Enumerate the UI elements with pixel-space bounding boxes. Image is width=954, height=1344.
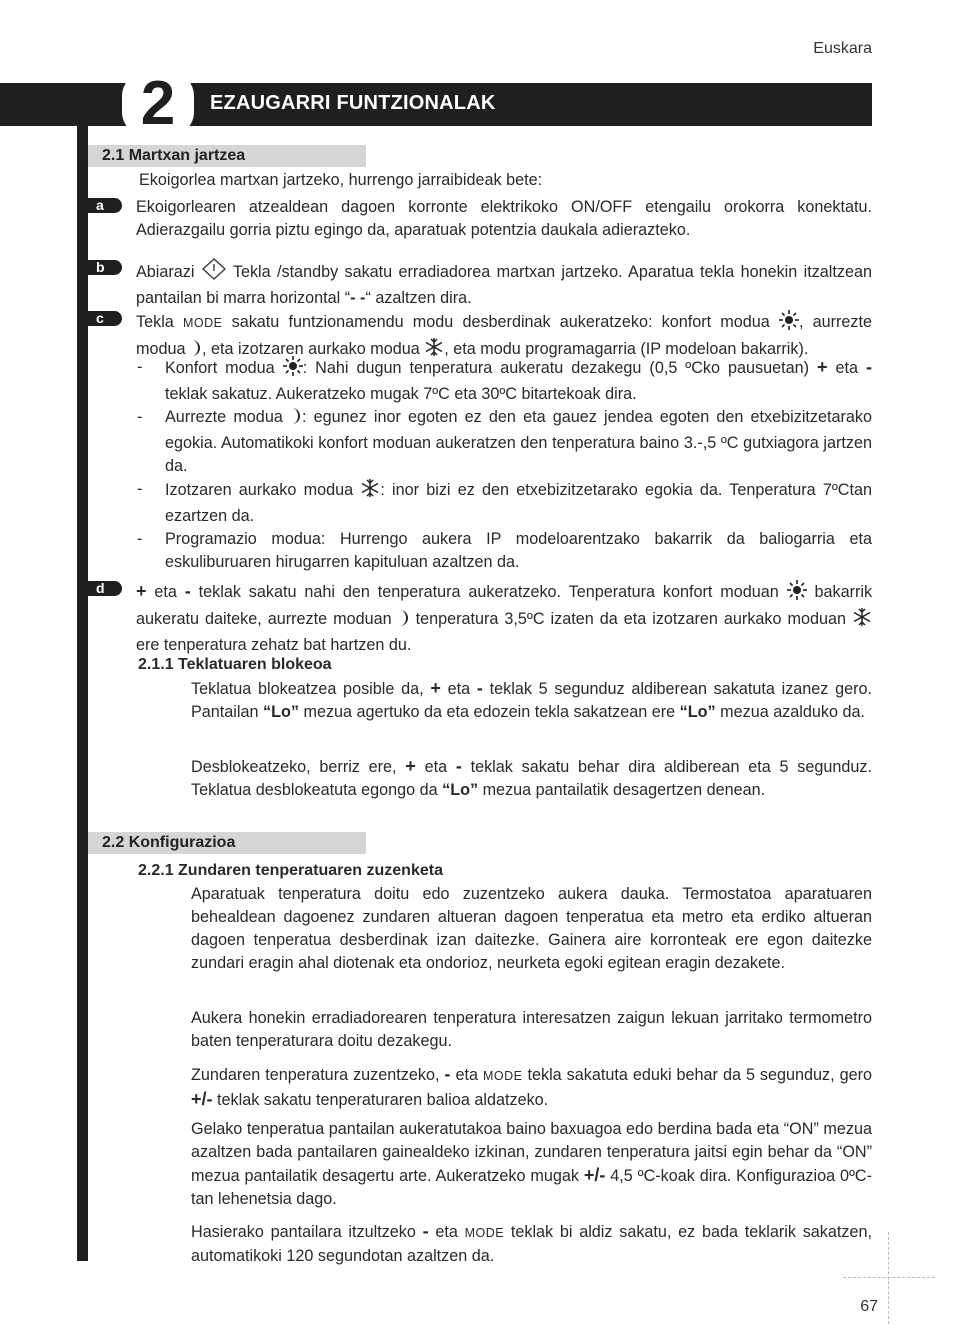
mode-key-label: MODE bbox=[182, 316, 223, 330]
probe-correction-paragraph-5: Hasierako pantailara itzultzeko - eta MODE teklak bi aldiz sakatu, ez bada teklarik sakatzen, automatikoki 120 segundotan azaltzen da. bbox=[191, 1221, 872, 1265]
probe-correction-paragraph-2: Aukera honekin erradiadorearen tenperatura interesatzen zaigun lekuan jarritako termometro baten tenperaturara doitu dezakegu. bbox=[191, 1009, 872, 1050]
minus-key-symbol: - bbox=[455, 756, 462, 776]
economy-moon-icon bbox=[290, 407, 302, 432]
mode-key-label: MODE bbox=[482, 1069, 523, 1083]
step-marker-c: c bbox=[86, 311, 122, 326]
antifrost-snowflake-icon bbox=[852, 607, 872, 634]
subsection-heading-2-2-1: 2.2.1 Zundaren tenperatuaren zuzenketa bbox=[138, 862, 443, 879]
comfort-sun-icon bbox=[283, 356, 303, 383]
page-number: 67 bbox=[860, 1298, 878, 1315]
minus-key-symbol: - bbox=[184, 581, 191, 601]
section-heading-2-2: 2.2 Konfigurazioa bbox=[88, 832, 366, 854]
step-b-text: Abiarazi Tekla /standby sakatu erradiadorea martxan jartzeko. Aparatua tekla honekin itzaltzean pantailan bi marra horizontal “- -“ azaltzen dira. bbox=[136, 258, 872, 310]
subsection-heading-2-1-1: 2.1.1 Teklatuaren blokeoa bbox=[138, 656, 332, 673]
plus-key-symbol: + bbox=[405, 756, 416, 776]
step-marker-d: d bbox=[86, 581, 122, 596]
list-item: - Izotzaren aurkako modua : inor bizi ez den etxebizitzetarako egokia da. Tenperatura 7ºCtan ezartzen da. bbox=[137, 480, 872, 525]
plus-key-symbol: + bbox=[430, 678, 441, 698]
list-item: - Konfort modua : Nahi dugun tenperatura aukeratu dezakegu (0,5 ºCko pausuetan) + eta - teklak sakatuz. Aukeratzeko mugak 7ºC eta 30ºC bitartekoak dira. bbox=[137, 357, 873, 403]
chapter-number: 2 bbox=[122, 72, 194, 136]
lo-message: “Lo” bbox=[679, 703, 716, 721]
step-marker-b: b bbox=[86, 260, 122, 275]
chapter-side-bar bbox=[77, 126, 88, 1261]
keyboard-unlock-paragraph: Desblokeatzeko, berriz ere, + eta - teklak sakatu behar dira aldiberean eta 5 segunduz. Teklatua desblokeatuta egongo da “Lo” mezua pantailatik desagertzen denean. bbox=[191, 756, 872, 799]
minus-key-symbol: - bbox=[476, 678, 483, 698]
list-item: - Programazio modua: Hurrengo aukera IP modeloarentzako bakarrik da baliogarria eta eskuliburuaren hirugarren kapituluan azaltzen da. bbox=[137, 530, 872, 571]
plus-key-symbol: + bbox=[817, 357, 828, 377]
plus-minus-key-symbol: +/- bbox=[191, 1089, 213, 1109]
probe-correction-paragraph-4: Gelako tenperatua pantailan aukeratutakoa baino baxuagoa edo berdina bada eta “ON” mezua azaltzen bada pantailaren gainealdeko izkinan, zundaren tenperatura jaitsi egin behar da “ON” mezua pantailatik desagertu arte. Aukeratzeko mugak +/- 4,5 ºC-koak dira. Konfigurazioa 0ºC-tan lehenetsia dago. bbox=[191, 1120, 872, 1208]
minus-key-symbol: - bbox=[866, 357, 873, 377]
economy-moon-icon bbox=[398, 609, 410, 634]
comfort-sun-icon bbox=[779, 310, 799, 337]
comfort-sun-icon bbox=[787, 580, 807, 607]
keyboard-lock-paragraph: Teklatua blokeatzea posible da, + eta - teklak 5 segunduz aldiberean sakatuta izanez gero. Pantailan “Lo” mezua agertuko da eta edozein tekla sakatzean ere “Lo” mezua azalduko da. bbox=[191, 678, 873, 721]
minus-key-symbol: - bbox=[422, 1221, 429, 1241]
step-d-text: + eta - teklak sakatu nahi den tenperatura aukeratzeko. Tenperatura konfort moduan bakarrik aukeratu daiteke, aurrezte moduan tenperatura 3,5ºC izaten da eta izotzaren aurkako moduan ere tenperatura zehatz bat hartzen du. bbox=[136, 581, 873, 654]
step-a-text: Ekoigorlearen atzealdean dagoen korronte elektrikoko ON/OFF etengailu orokorra konektatu. Adierazgailu gorria piztu egingo da, aparatuak potentzia daukala adierazteko. bbox=[136, 198, 872, 239]
step-marker-a: a bbox=[86, 198, 122, 213]
mode-list bbox=[137, 356, 872, 574]
language-label: Euskara bbox=[813, 40, 872, 57]
crop-mark-vertical bbox=[888, 1232, 889, 1324]
list-item: - Aurrezte modua : egunez inor egoten ez den eta gauez jendea egoten den etxebizitzetarako egokia. Automatikoki konfort moduan aukeratzen den tenperatura baino 3.-,5 ºC gutxiagora jartzen da. bbox=[137, 408, 873, 475]
mode-key-label: MODE bbox=[464, 1226, 505, 1240]
standby-icon bbox=[201, 258, 227, 287]
section-heading-2-1: 2.1 Martxan jartzea bbox=[88, 145, 366, 167]
chapter-title: EZAUGARRI FUNTZIONALAK bbox=[210, 92, 496, 114]
probe-correction-paragraph-1: Aparatuak tenperatura doitu edo zuzentzeko aukera dauka. Termostatoa aparatuaren behealdean dagoenez zundaren altueran dagoen tenperatua eta metro eta erdiko altueran dagoen tenperatua desberdinak izan daitezke. Gainera aire korronteak ere egon daitezke zundari eragin ahal diotenak eta ondorioz, neurketa egoki egitean eragin dezakete. bbox=[191, 885, 872, 972]
probe-correction-paragraph-3: Zundaren tenperatura zuzentzeko, - eta MODE tekla sakatuta eduki behar da 5 segunduz, gero +/- teklak sakatu tenperaturaren balioa aldatzeko. bbox=[191, 1064, 873, 1109]
plus-key-symbol: + bbox=[136, 581, 147, 601]
minus-key-symbol: - bbox=[444, 1064, 451, 1084]
antifrost-snowflake-icon bbox=[360, 478, 380, 505]
lo-message: “Lo” bbox=[263, 703, 299, 721]
crop-mark-horizontal bbox=[843, 1277, 935, 1278]
section-intro: Ekoigorlea martxan jartzeko, hurrengo jarraibideak bete: bbox=[139, 171, 543, 189]
lo-message: “Lo” bbox=[442, 781, 479, 799]
step-c-text: Tekla MODE sakatu funtzionamendu modu desberdinak aukeratzeko: konfort modua , aurrezte modua , eta izotzaren aurkako modua , eta modu programagarria (IP modeloan bakarrik). bbox=[136, 310, 872, 364]
plus-minus-key-symbol: +/- bbox=[583, 1165, 606, 1185]
